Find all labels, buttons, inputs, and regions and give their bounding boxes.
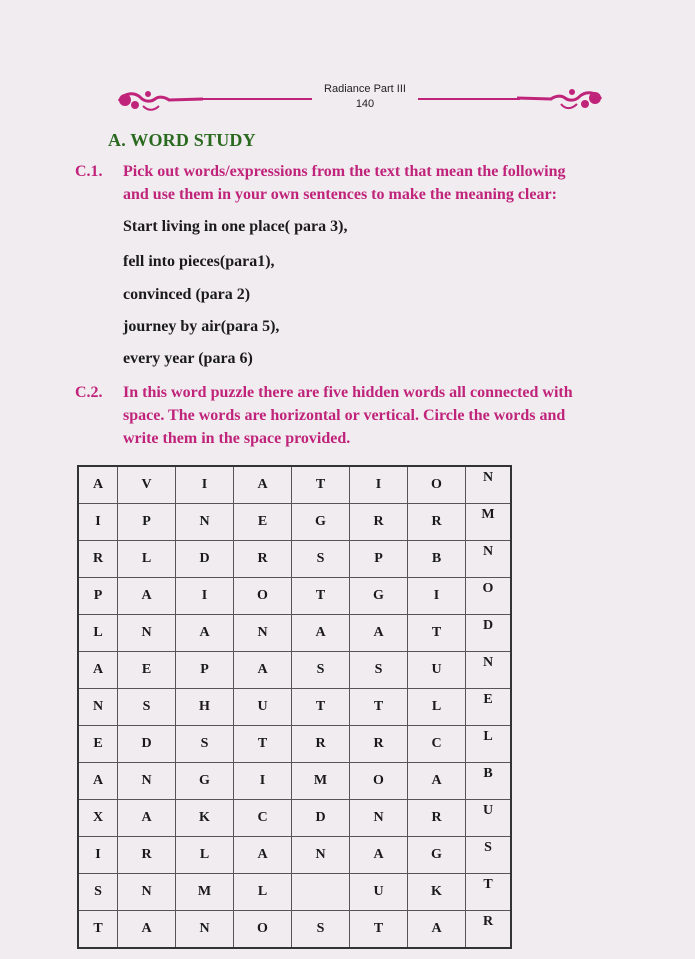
- puzzle-cell: R: [234, 541, 292, 578]
- question-2-text: [123, 381, 573, 450]
- puzzle-row: [78, 615, 511, 652]
- puzzle-cell: N: [234, 615, 292, 652]
- puzzle-cell: I: [78, 837, 118, 874]
- puzzle-cell: N: [350, 800, 408, 837]
- puzzle-cell: T: [466, 874, 512, 911]
- puzzle-cell: V: [118, 466, 176, 504]
- puzzle-cell: G: [408, 837, 466, 874]
- running-title: Radiance Part III: [324, 83, 406, 95]
- puzzle-cell: R: [408, 504, 466, 541]
- puzzle-cell: P: [176, 652, 234, 689]
- puzzle-cell: A: [118, 800, 176, 837]
- left-floral-ornament-icon: [115, 88, 205, 114]
- puzzle-cell: S: [176, 726, 234, 763]
- puzzle-cell: R: [350, 726, 408, 763]
- puzzle-cell: P: [350, 541, 408, 578]
- puzzle-cell: X: [78, 800, 118, 837]
- puzzle-row: [78, 800, 511, 837]
- puzzle-cell: S: [78, 874, 118, 911]
- puzzle-cell: N: [466, 541, 512, 578]
- puzzle-cell: I: [350, 466, 408, 504]
- puzzle-cell: H: [176, 689, 234, 726]
- puzzle-cell: N: [176, 504, 234, 541]
- word-puzzle-grid: [77, 465, 512, 949]
- puzzle-cell: O: [408, 466, 466, 504]
- puzzle-cell: S: [292, 652, 350, 689]
- list-item: journey by air(para 5),: [123, 318, 280, 335]
- puzzle-cell: E: [234, 504, 292, 541]
- puzzle-cell: D: [176, 541, 234, 578]
- puzzle-row: [78, 837, 511, 874]
- list-item: fell into pieces(para1),: [123, 253, 275, 270]
- puzzle-cell: M: [176, 874, 234, 911]
- puzzle-cell: T: [292, 578, 350, 615]
- question-2-line-2: space. The words are horizontal or vertical. Circle the words and: [123, 407, 566, 424]
- puzzle-cell: T: [78, 911, 118, 949]
- puzzle-cell: T: [292, 466, 350, 504]
- puzzle-cell: I: [176, 578, 234, 615]
- puzzle-cell: I: [408, 578, 466, 615]
- puzzle-cell: M: [466, 504, 512, 541]
- list-item: Start living in one place( para 3),: [123, 218, 348, 235]
- puzzle-cell: K: [408, 874, 466, 911]
- question-1-line-2: and use them in your own sentences to make the meaning clear:: [123, 186, 557, 203]
- puzzle-row: [78, 689, 511, 726]
- puzzle-cell: O: [234, 911, 292, 949]
- puzzle-cell: O: [350, 763, 408, 800]
- puzzle-cell: T: [292, 689, 350, 726]
- puzzle-cell: G: [292, 504, 350, 541]
- puzzle-cell: L: [466, 726, 512, 763]
- puzzle-cell: S: [118, 689, 176, 726]
- puzzle-row: [78, 763, 511, 800]
- section-heading: A. WORD STUDY: [108, 130, 256, 150]
- puzzle-cell: S: [350, 652, 408, 689]
- puzzle-cell: D: [466, 615, 512, 652]
- puzzle-cell: K: [176, 800, 234, 837]
- puzzle-cell: T: [350, 911, 408, 949]
- puzzle-cell: A: [78, 466, 118, 504]
- puzzle-cell: U: [408, 652, 466, 689]
- puzzle-cell: R: [408, 800, 466, 837]
- puzzle-cell: U: [350, 874, 408, 911]
- puzzle-cell: T: [408, 615, 466, 652]
- puzzle-cell: D: [292, 800, 350, 837]
- puzzle-row: [78, 541, 511, 578]
- puzzle-cell: S: [466, 837, 512, 874]
- puzzle-row: [78, 652, 511, 689]
- puzzle-row: [78, 726, 511, 763]
- puzzle-cell: G: [350, 578, 408, 615]
- puzzle-cell: I: [78, 504, 118, 541]
- question-2-line-3: write them in the space provided.: [123, 430, 351, 447]
- puzzle-cell: S: [292, 541, 350, 578]
- puzzle-cell: A: [292, 615, 350, 652]
- puzzle-cell: L: [176, 837, 234, 874]
- puzzle-cell: T: [350, 689, 408, 726]
- puzzle-cell: A: [118, 911, 176, 949]
- puzzle-cell: C: [234, 800, 292, 837]
- list-item: every year (para 6): [123, 350, 253, 367]
- header-rule-left: [200, 98, 312, 100]
- puzzle-cell: A: [350, 837, 408, 874]
- header-rule-right: [418, 98, 520, 100]
- puzzle-cell: [292, 874, 350, 911]
- puzzle-cell: U: [466, 800, 512, 837]
- list-item: convinced (para 2): [123, 286, 251, 303]
- puzzle-cell: P: [78, 578, 118, 615]
- puzzle-cell: O: [234, 578, 292, 615]
- puzzle-row: [78, 466, 511, 504]
- puzzle-cell: N: [118, 763, 176, 800]
- puzzle-cell: L: [408, 689, 466, 726]
- question-2-line-1: In this word puzzle there are five hidden words all connected with: [123, 384, 573, 401]
- puzzle-cell: A: [234, 652, 292, 689]
- puzzle-cell: N: [118, 615, 176, 652]
- puzzle-cell: S: [292, 911, 350, 949]
- puzzle-cell: L: [118, 541, 176, 578]
- puzzle-cell: E: [466, 689, 512, 726]
- puzzle-cell: A: [234, 837, 292, 874]
- puzzle-cell: A: [118, 578, 176, 615]
- puzzle-cell: U: [234, 689, 292, 726]
- puzzle-cell: T: [234, 726, 292, 763]
- puzzle-cell: N: [176, 911, 234, 949]
- puzzle-cell: R: [78, 541, 118, 578]
- puzzle-cell: E: [118, 652, 176, 689]
- question-2-number: C.2.: [75, 384, 103, 401]
- question-1-number: C.1.: [75, 163, 103, 180]
- puzzle-row: [78, 504, 511, 541]
- puzzle-cell: N: [292, 837, 350, 874]
- puzzle-cell: I: [176, 466, 234, 504]
- puzzle-cell: L: [78, 615, 118, 652]
- puzzle-cell: A: [176, 615, 234, 652]
- puzzle-cell: A: [408, 763, 466, 800]
- question-1-text: [123, 160, 566, 206]
- puzzle-cell: M: [292, 763, 350, 800]
- puzzle-cell: R: [292, 726, 350, 763]
- puzzle-cell: D: [118, 726, 176, 763]
- puzzle-cell: B: [408, 541, 466, 578]
- puzzle-cell: P: [118, 504, 176, 541]
- puzzle-cell: O: [466, 578, 512, 615]
- question-1-line-1: Pick out words/expressions from the text that mean the following: [123, 163, 566, 180]
- puzzle-cell: A: [350, 615, 408, 652]
- puzzle-cell: N: [78, 689, 118, 726]
- puzzle-cell: N: [466, 652, 512, 689]
- page-number: 140: [355, 98, 375, 110]
- puzzle-cell: C: [408, 726, 466, 763]
- puzzle-cell: N: [466, 466, 512, 504]
- puzzle-cell: L: [234, 874, 292, 911]
- puzzle-cell: A: [234, 466, 292, 504]
- puzzle-cell: B: [466, 763, 512, 800]
- puzzle-cell: R: [350, 504, 408, 541]
- puzzle-cell: A: [78, 763, 118, 800]
- puzzle-row: [78, 578, 511, 615]
- puzzle-cell: R: [118, 837, 176, 874]
- puzzle-cell: G: [176, 763, 234, 800]
- puzzle-row: [78, 911, 511, 949]
- puzzle-cell: N: [118, 874, 176, 911]
- puzzle-cell: A: [408, 911, 466, 949]
- puzzle-cell: R: [466, 911, 512, 949]
- right-floral-ornament-icon: [515, 86, 605, 112]
- puzzle-cell: E: [78, 726, 118, 763]
- puzzle-row: [78, 874, 511, 911]
- puzzle-cell: I: [234, 763, 292, 800]
- puzzle-cell: A: [78, 652, 118, 689]
